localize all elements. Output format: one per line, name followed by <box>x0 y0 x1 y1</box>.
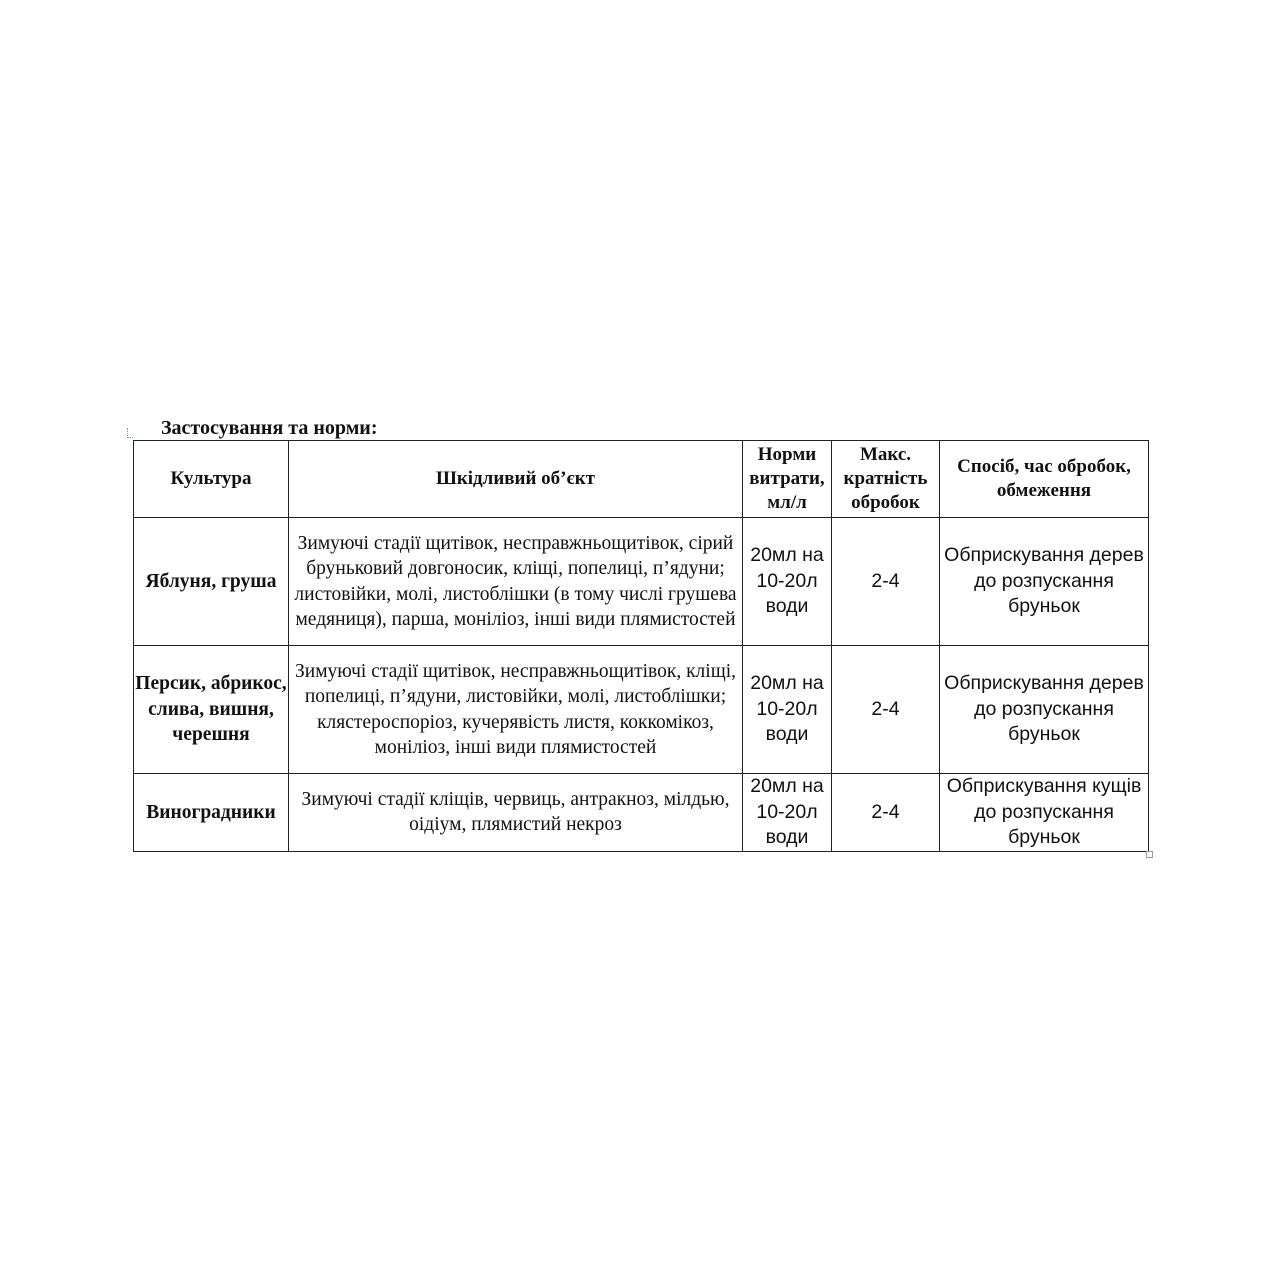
header-times: Макс. кратність обробок <box>832 441 940 518</box>
cell-rate: 20мл на 10-20л води <box>743 646 832 774</box>
cell-pest: Зимуючі стадії щитівок, несправжньощитівок, сірий бруньковий довгоносик, кліщі, попелиці, п’ядуни; листовійки, молі, листоблішки (в тому числі грушева медяниця), парша, моніліоз, інші види плямистостей <box>289 518 743 646</box>
cell-pest: Зимуючі стадії щитівок, несправжньощитівок, кліщі, попелиці, п’ядуни, листовійки, молі, листоблішки; клястероспоріоз, кучерявість листя, коккомікоз, моніліоз, інші види плямистостей <box>289 646 743 774</box>
cell-pest: Зимуючі стадії кліщів, червиць, антракноз, мілдью, оідіум, плямистий некроз <box>289 774 743 852</box>
cell-method: Обприскування кущів до розпускання бруньок <box>940 774 1149 852</box>
cell-crop: Персик, абрикос, слива, вишня, черешня <box>134 646 289 774</box>
table-header-row <box>134 441 1149 518</box>
cell-times: 2-4 <box>832 774 940 852</box>
cell-crop: Яблуня, груша <box>134 518 289 646</box>
header-pest: Шкідливий об’єкт <box>289 441 743 518</box>
header-crop: Культура <box>134 441 289 518</box>
paragraph-mark-icon <box>127 428 133 438</box>
cell-method: Обприскування дерев до розпускання бруньок <box>940 518 1149 646</box>
section-title: Застосування та норми: <box>161 417 378 439</box>
cell-times: 2-4 <box>832 518 940 646</box>
table-row <box>134 646 1149 774</box>
cell-times: 2-4 <box>832 646 940 774</box>
cell-rate: 20мл на 10-20л води <box>743 518 832 646</box>
table-end-mark-icon <box>1146 851 1153 858</box>
table-row <box>134 774 1149 852</box>
header-rate: Норми витрати, мл/л <box>743 441 832 518</box>
cell-method: Обприскування дерев до розпускання бруньок <box>940 646 1149 774</box>
table-row <box>134 518 1149 646</box>
header-method: Спосіб, час обробок, обмеження <box>940 441 1149 518</box>
application-norms-table <box>133 440 1149 852</box>
cell-crop: Виноградники <box>134 774 289 852</box>
cell-rate: 20мл на 10-20л води <box>743 774 832 852</box>
